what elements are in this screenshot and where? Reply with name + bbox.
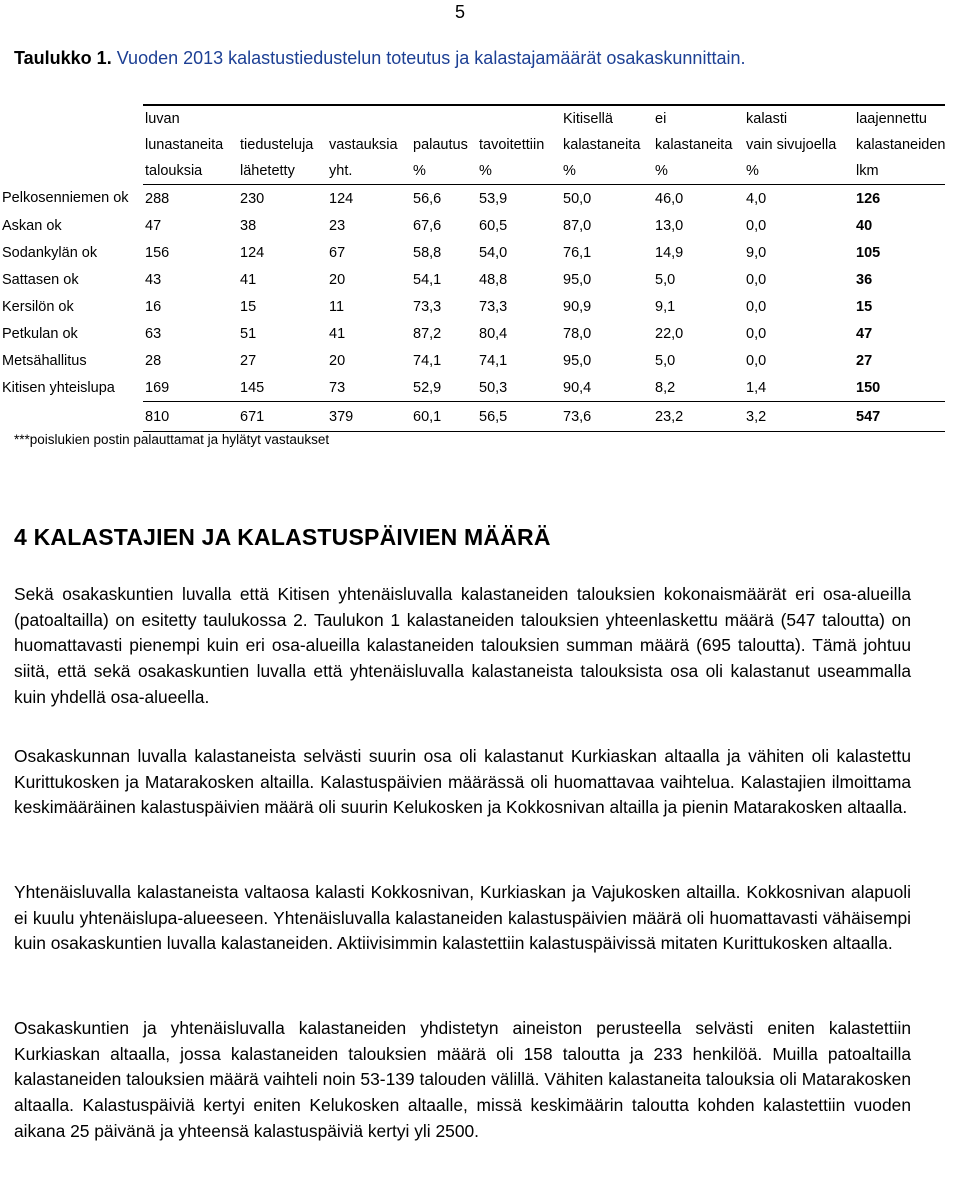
table-cell: 27 [240, 352, 257, 369]
table-row [0, 320, 945, 347]
section-heading: 4 KALASTAJIEN JA KALASTUSPÄIVIEN MÄÄRÄ [14, 524, 551, 550]
table-cell: 9,1 [655, 298, 676, 315]
table-cell: 1,4 [746, 379, 767, 396]
header-cell [0, 158, 143, 185]
table-cell: 76,1 [563, 244, 592, 261]
table-cell: 11 [329, 298, 345, 315]
table-cell: 27 [856, 352, 873, 369]
page-number: 5 [455, 2, 466, 22]
header-cell [238, 105, 327, 132]
total-cell: 810 [143, 402, 238, 432]
table-cell: 60,5 [479, 217, 508, 234]
data-table-container [0, 104, 945, 432]
row-label: Petkulan ok [2, 325, 78, 342]
header-cell: % [653, 158, 744, 185]
table-cell: 47 [856, 325, 873, 342]
header-cell: talouksia [143, 158, 238, 185]
header-row [0, 158, 945, 185]
total-cell: 73,6 [561, 402, 653, 432]
table-cell: 105 [856, 244, 881, 261]
header-cell: kalastaneita [563, 137, 641, 153]
total-cell: 60,1 [411, 402, 477, 432]
paragraph-3: Yhtenäisluvalla kalastaneista valtaosa kalasti Kokkosnivan, Kurkiaskan ja Vajukosken altailla. Kokkosnivan alapuoli ei kuulu yhtenäislupa-alueeseen. Yhtenäisluvalla kalastaneiden kalastuspäivien määrä oli huomattavasti vähäisempi kuin osakaskuntien luvalla kalastaneiden. Aktiivisimmin kalastettiin kalastuspäivissä mitaten Kurittukosken altaalla. [14, 882, 911, 954]
total-cell: 379 [327, 402, 411, 432]
row-label: Pelkosenniemen ok [2, 190, 129, 207]
table-cell: 0,0 [746, 325, 767, 342]
header-cell: laajennettu [854, 105, 945, 132]
table-cell: 51 [240, 325, 257, 342]
table-cell: 23 [329, 217, 346, 234]
header-cell [0, 132, 143, 158]
table-row [0, 212, 945, 239]
table-cell: 50,0 [563, 190, 592, 207]
total-cell: 3,2 [744, 402, 854, 432]
table-cell: 46,0 [655, 190, 684, 207]
table-cell: 54,0 [479, 244, 508, 261]
table-cell: 0,0 [746, 217, 767, 234]
table-cell: 41 [240, 271, 257, 288]
table-cell: 41 [329, 325, 346, 342]
paragraph-4: Osakaskuntien ja yhtenäisluvalla kalastaneiden yhdistetyn aineiston perusteella selvästi eniten kalastettiin Kurkiaskan altaalla, jossa kalastaneiden talouksien määrä oli 158 taloutta ja 233 henkilöä. Muilla patoaltailla kalastaneiden talouksien määrä vaihteli noin 53-139 talouden välillä. Vähiten kalastaneita talouksia oli Matarakosken altaalla. Kalastuspäiviä kertyi eniten Kelukosken altaalle, missä keskimäärin taloutta kohden kalastettiin vuoden aikana 25 päivänä ja yhteensä kalastuspäiviä kertyi yli 2500. [14, 1018, 911, 1141]
table-cell: 28 [145, 352, 162, 369]
header-cell: lkm [854, 158, 945, 185]
header-cell [327, 105, 411, 132]
table-row [0, 239, 945, 266]
table-body [0, 185, 945, 432]
header-row [0, 132, 945, 158]
table-row [0, 293, 945, 320]
table-cell: 80,4 [479, 325, 508, 342]
table-cell: 230 [240, 190, 265, 207]
caption-text: Vuoden 2013 kalastustiedustelun toteutus ja kalastajamäärät osakaskunnittain. [116, 48, 746, 68]
table-cell: 0,0 [746, 298, 767, 315]
header-cell: kalastaneiden [856, 137, 945, 153]
table-cell: 15 [856, 298, 873, 315]
row-label: Metsähallitus [2, 352, 87, 369]
table-header [0, 105, 945, 185]
table-row [0, 347, 945, 374]
table-cell: 9,0 [746, 244, 767, 261]
table-cell: 0,0 [746, 352, 767, 369]
table-cell: 16 [145, 298, 162, 315]
table-cell: 50,3 [479, 379, 508, 396]
table-cell: 288 [145, 190, 170, 207]
table-cell: 43 [145, 271, 162, 288]
table-row [0, 185, 945, 213]
table-cell: 145 [240, 379, 265, 396]
header-cell: tavoitettiin [479, 137, 545, 153]
table-cell: 13,0 [655, 217, 684, 234]
header-cell: % [477, 158, 561, 185]
header-cell: palautus [413, 137, 468, 153]
table-cell: 8,2 [655, 379, 676, 396]
table-cell: 58,8 [413, 244, 442, 261]
header-cell: % [561, 158, 653, 185]
table-cell: 20 [329, 352, 346, 369]
table-cell: 48,8 [479, 271, 508, 288]
table-cell: 169 [145, 379, 170, 396]
row-label: Kitisen yhteislupa [2, 379, 115, 396]
table-cell: 74,1 [413, 352, 442, 369]
total-cell: 671 [238, 402, 327, 432]
table-cell: 87,2 [413, 325, 442, 342]
header-cell: % [744, 158, 854, 185]
paragraph-1: Sekä osakaskuntien luvalla että Kitisen yhtenäisluvalla kalastaneiden talouksien kokonaismäärät eri osa-alueilla (patoaltailla) on esitetty taulukossa 2. Taulukon 1 kalastaneiden talouksien yhteenlaskettu määrä (547 taloutta) on huomattavasti pienempi kuin eri osa-alueilla kalastaneiden talouksien summan määrä (695 taloutta). Tämä johtuu siitä, että sekä osakaskuntien luvalla että yhtenäisluvalla kalastaneista talouksista osa oli kalastanut useammalla kuin yhdellä osa-alueella. [14, 584, 911, 707]
table-cell: 38 [240, 217, 257, 234]
table-cell: 20 [329, 271, 346, 288]
table-cell: 56,6 [413, 190, 442, 207]
table-cell: 67 [329, 244, 346, 261]
data-table [0, 104, 945, 432]
header-cell: vain sivujoella [746, 137, 837, 153]
table-cell: 124 [329, 190, 354, 207]
table-cell: 67,6 [413, 217, 442, 234]
table-row [0, 266, 945, 293]
table-cell: 95,0 [563, 352, 592, 369]
header-cell: kalastaneita [655, 137, 733, 153]
table-cell: 90,4 [563, 379, 592, 396]
header-cell [411, 105, 477, 132]
row-label: Sodankylän ok [2, 244, 98, 261]
total-cell [0, 402, 143, 432]
table-cell: 53,9 [479, 190, 508, 207]
header-cell: yht. [327, 158, 411, 185]
table-caption [14, 48, 745, 69]
table-cell: 0,0 [746, 271, 767, 288]
table-cell: 74,1 [479, 352, 508, 369]
table-cell: 73,3 [413, 298, 442, 315]
table-cell: 78,0 [563, 325, 592, 342]
table-cell: 126 [856, 190, 881, 207]
header-cell [0, 105, 143, 132]
table-cell: 73 [329, 379, 346, 396]
caption-label: Taulukko 1. [14, 48, 112, 68]
table-cell: 4,0 [746, 190, 767, 207]
table-cell: 156 [145, 244, 170, 261]
table-row [0, 374, 945, 402]
table-cell: 124 [240, 244, 265, 261]
table-cell: 150 [856, 379, 881, 396]
table-cell: 40 [856, 217, 873, 234]
table-cell: 95,0 [563, 271, 592, 288]
table-cell: 73,3 [479, 298, 508, 315]
header-cell: tiedusteluja [240, 137, 314, 153]
table-cell: 63 [145, 325, 162, 342]
total-cell: 547 [854, 402, 945, 432]
row-label: Askan ok [2, 217, 62, 234]
table-cell: 52,9 [413, 379, 442, 396]
header-cell: kalasti [744, 105, 854, 132]
row-label: Kersilön ok [2, 298, 74, 315]
total-row [0, 402, 945, 432]
header-cell [477, 105, 561, 132]
table-cell: 5,0 [655, 271, 676, 288]
table-cell: 90,9 [563, 298, 592, 315]
table-cell: 36 [856, 271, 873, 288]
row-label: Sattasen ok [2, 271, 79, 288]
header-cell: lähetetty [238, 158, 327, 185]
table-cell: 47 [145, 217, 162, 234]
header-row [0, 105, 945, 132]
table-cell: 22,0 [655, 325, 684, 342]
header-cell: Kitisellä [561, 105, 653, 132]
table-footnote: ***poislukien postin palauttamat ja hylätyt vastaukset [14, 432, 330, 447]
header-cell: lunastaneita [145, 137, 224, 153]
total-cell: 56,5 [477, 402, 561, 432]
table-cell: 5,0 [655, 352, 676, 369]
table-cell: 54,1 [413, 271, 442, 288]
header-cell: % [411, 158, 477, 185]
table-cell: 15 [240, 298, 257, 315]
table-cell: 87,0 [563, 217, 592, 234]
total-cell: 23,2 [653, 402, 744, 432]
paragraph-2: Osakaskunnan luvalla kalastaneista selvästi suurin osa oli kalastanut Kurkiaskan altaalla ja vähiten oli kalastettu Kurittukosken ja Matarakosken altailla. Kalastuspäivien määrässä oli huomattavaa vaihtelua. Kalastajien ilmoittama keskimääräinen kalastuspäivien määrä oli suurin Kelukosken ja Kokkosnivan altailla ja pienin Matarakosken altaalla. [14, 746, 911, 818]
header-cell: vastauksia [329, 137, 398, 153]
header-cell: ei [653, 105, 744, 132]
table-cell: 14,9 [655, 244, 684, 261]
header-cell: luvan [143, 105, 238, 132]
